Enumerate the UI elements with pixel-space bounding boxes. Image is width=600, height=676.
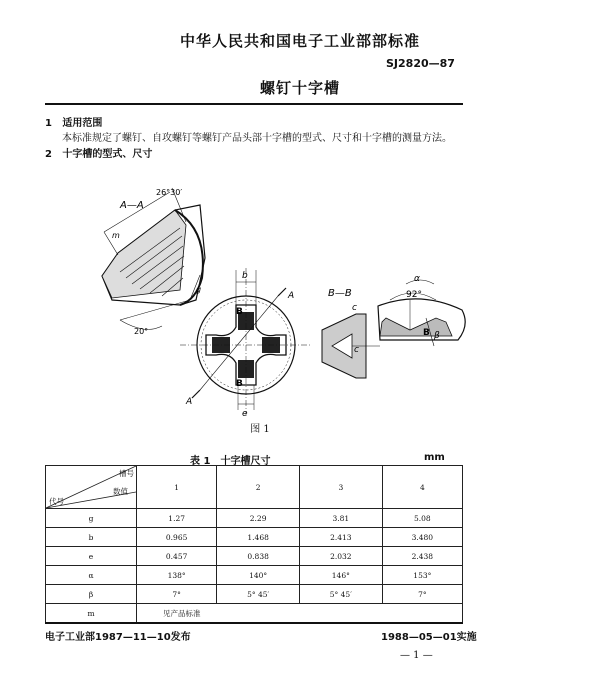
section-aa-view xyxy=(102,188,205,329)
figure-caption: 图 1 xyxy=(250,424,270,435)
label-c-top: c xyxy=(352,303,357,313)
table-unit: mm xyxy=(424,452,445,463)
label-c-bottom: c xyxy=(354,345,359,355)
row-code: β xyxy=(46,585,137,604)
table-cell: 138° xyxy=(137,566,217,585)
table-row xyxy=(46,566,463,585)
label-b-section: B xyxy=(423,328,430,338)
effective-date: 1988—05—01实施 xyxy=(381,632,477,643)
label-e: e xyxy=(242,409,248,419)
label-section-aa: A—A xyxy=(120,200,144,211)
document-title: 螺钉十字槽 xyxy=(259,79,340,97)
label-angle-92: 92° xyxy=(406,290,422,300)
footer-rule xyxy=(45,622,463,624)
row-code: g xyxy=(46,509,137,528)
table-note-cell: 见产品标准 xyxy=(137,604,463,623)
page-number: — 1 — xyxy=(400,650,433,661)
column-header: 2 xyxy=(217,466,300,509)
label-m: m xyxy=(112,231,120,240)
label-a-bottom: A xyxy=(186,397,193,407)
header-slot-no: 槽号 xyxy=(119,469,134,478)
dimension-table xyxy=(45,465,463,623)
label-angle-20: 20° xyxy=(134,327,149,336)
table-cell: 2.413 xyxy=(299,528,382,547)
table-cell: 1.27 xyxy=(137,509,217,528)
section-2-number: 2 xyxy=(45,149,52,160)
row-code: α xyxy=(46,566,137,585)
table-cell: 2.438 xyxy=(382,547,462,566)
standard-code: SJ2820—87 xyxy=(386,57,455,70)
label-b-bottom: B xyxy=(236,379,243,389)
section-1-title: 适用范围 xyxy=(62,118,103,129)
org-standard-title: 中华人民共和国电子工业部部标准 xyxy=(179,32,420,50)
table-cell: 140° xyxy=(217,566,300,585)
table-cell: 5° 45′ xyxy=(217,585,300,604)
table-cell: 3.480 xyxy=(382,528,462,547)
section-1-number: 1 xyxy=(45,118,52,129)
row-code: b xyxy=(46,528,137,547)
label-g: g xyxy=(196,285,202,294)
row-code: m xyxy=(46,604,137,623)
table-row xyxy=(46,528,463,547)
label-b: b xyxy=(242,271,248,281)
section-2-title: 十字槽的型式、尺寸 xyxy=(62,149,153,160)
table-cell: 7° xyxy=(137,585,217,604)
table-cell: 3.81 xyxy=(299,509,382,528)
header-value: 数值 xyxy=(113,487,128,496)
label-a-top: A xyxy=(288,291,295,301)
table-row xyxy=(46,604,463,623)
table-cell: 2.032 xyxy=(299,547,382,566)
column-header: 1 xyxy=(137,466,217,509)
section-1-body: 本标准规定了螺钉、自攻螺钉等螺钉产品头部十字槽的型式、尺寸和十字槽的测量方法。 xyxy=(62,133,452,144)
label-section-bb: B—B xyxy=(328,288,352,299)
label-alpha: α xyxy=(414,274,420,284)
table-cell: 1.468 xyxy=(217,528,300,547)
table-corner-cell xyxy=(46,466,137,509)
table-cell: 0.838 xyxy=(217,547,300,566)
label-angle-26-30: 26°30′ xyxy=(156,188,183,197)
table-cell: 5.08 xyxy=(382,509,462,528)
table-cell: 146° xyxy=(299,566,382,585)
header-code: 代号 xyxy=(49,497,64,506)
column-header: 3 xyxy=(299,466,382,509)
table-row xyxy=(46,509,463,528)
table-header-row xyxy=(46,466,463,509)
table-row xyxy=(46,585,463,604)
table-cell: 5° 45′ xyxy=(299,585,382,604)
label-b-top: B xyxy=(236,307,243,317)
row-code: e xyxy=(46,547,137,566)
table-cell: 7° xyxy=(382,585,462,604)
table-row xyxy=(46,547,463,566)
table-cell: 2.29 xyxy=(217,509,300,528)
column-header: 4 xyxy=(382,466,462,509)
issue-date: 电子工业部1987—11—10发布 xyxy=(45,632,191,643)
table-cell: 0.965 xyxy=(137,528,217,547)
table-cell: 0.457 xyxy=(137,547,217,566)
table-caption: 表 1 十字槽尺寸 xyxy=(190,456,271,467)
label-beta: β xyxy=(434,331,440,341)
table-cell: 153° xyxy=(382,566,462,585)
